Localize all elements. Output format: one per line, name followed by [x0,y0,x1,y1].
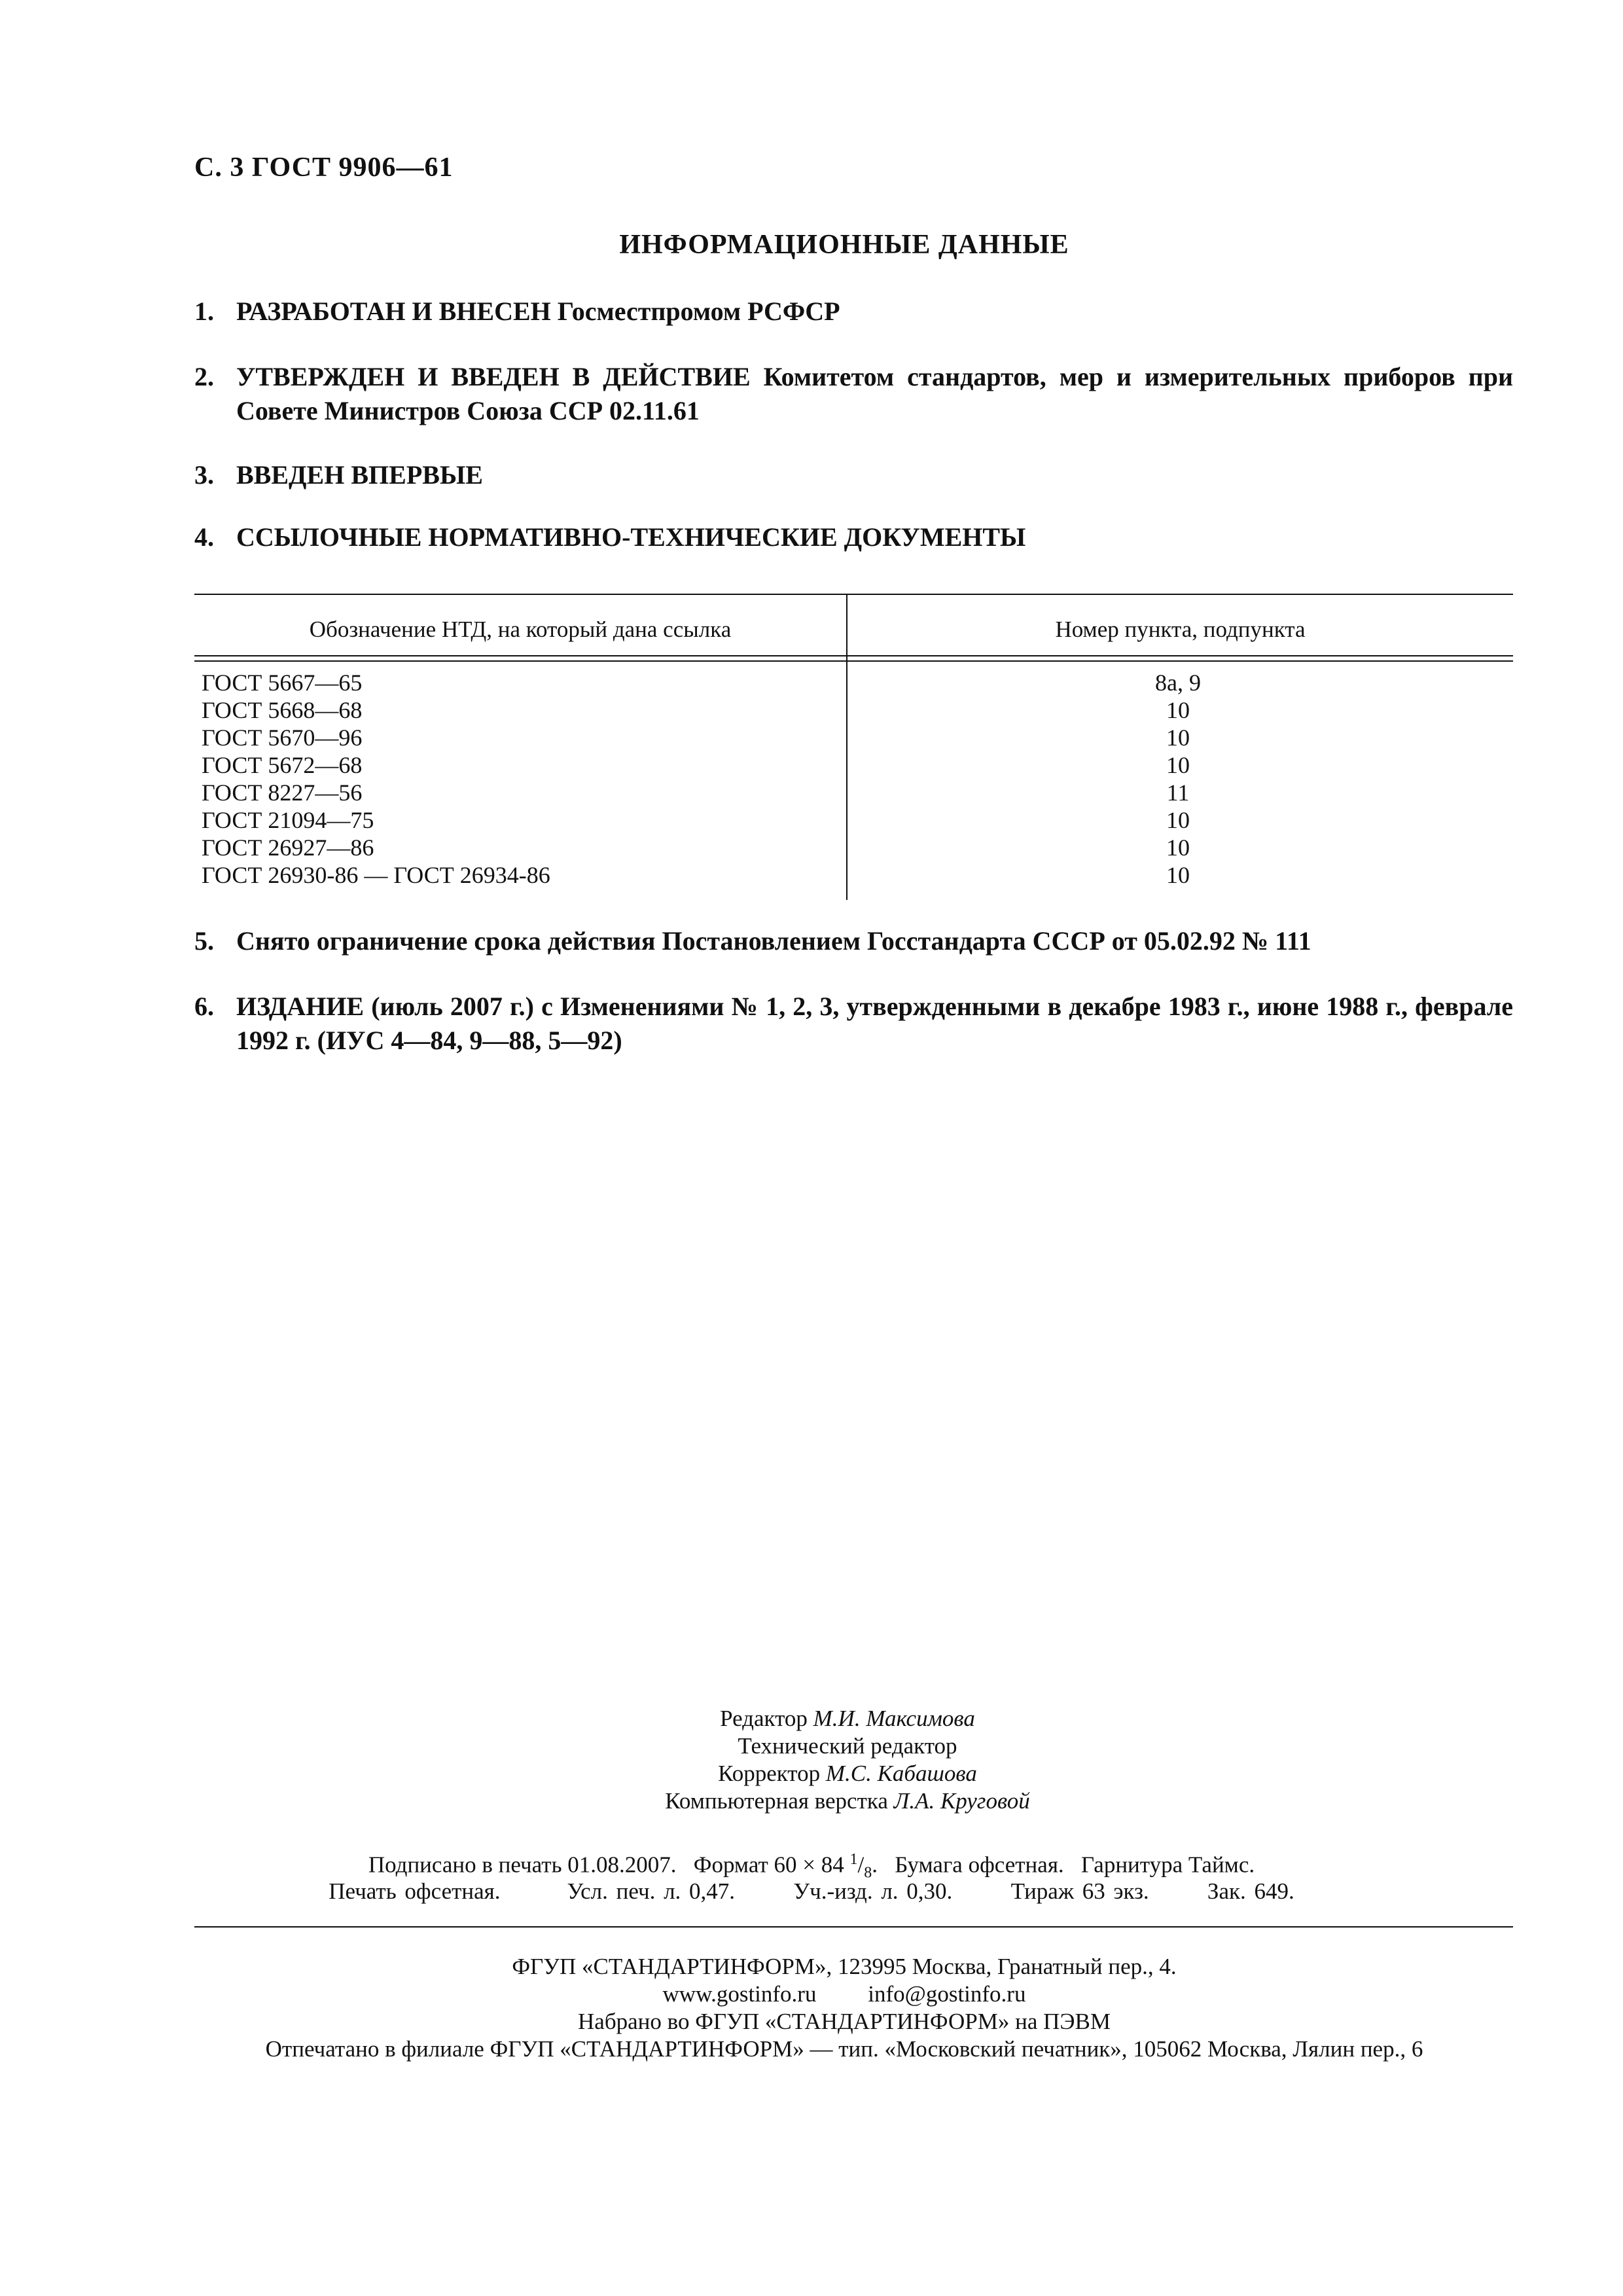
table-header-clause: Номер пункта, подпункта [1055,617,1306,642]
item-number: 4. [194,522,214,552]
table-cell-doc: ГОСТ 8227—56 [202,780,363,806]
table-cell-clause: 11 [1166,780,1190,806]
publisher-contacts [0,1981,1623,2007]
table-cell-doc: ГОСТ 26930-86 — ГОСТ 26934-86 [202,862,550,888]
credit-proofreader: Корректор М.С. Кабашова [718,1761,977,1786]
printed-note: Отпечатано в филиале ФГУП «СТАНДАРТИНФОРМ» — тип. «Московский печатник», 105062 Москва, Лялин пер., 6 [265,2036,1423,2062]
table-header-doc: Обозначение НТД, на который дана ссылка [309,617,732,642]
publisher-website: www.gostinfo.ru [662,1981,817,2007]
table-cell-doc: ГОСТ 5672—68 [202,752,363,778]
table-cell-doc: ГОСТ 5667—65 [202,670,363,696]
table-cell-clause: 8а, 9 [1155,670,1201,696]
table-cell-clause: 10 [1166,834,1190,861]
credits-block [0,1705,1623,1815]
print-info-line-2: Печать офсетная. Усл. печ. л. 0,47. Уч.-изд. л. 0,30. Тираж 63 экз. Зак. 649. [329,1878,1294,1904]
item-number: 1. [194,296,214,326]
table-cell-doc: ГОСТ 5670—96 [202,725,363,751]
item-text: ВВЕДЕН ВПЕРВЫЕ [236,460,483,490]
info-item-1 [194,295,1513,334]
item-number: 6. [194,992,214,1021]
table-header-rule [194,655,1513,656]
publisher-address: ФГУП «СТАНДАРТИНФОРМ», 123995 Москва, Гранатный пер., 4. [512,1954,1177,1979]
info-item-4 [194,520,1513,560]
footer-rule [194,1926,1513,1928]
item-text: ИЗДАНИЕ (июль 2007 г.) с Изменениями № 1, 2, 3, утвержденными в декабре 1983 г., июне 1988 г., феврале 1992 г. (ИУС 4—84, 9—88, 5—92) [236,992,1513,1055]
info-item-6 [194,990,1513,1062]
table-cell-clause: 10 [1166,807,1190,833]
section-title: ИНФОРМАЦИОННЫЕ ДАННЫЕ [619,230,1069,260]
table-cell-clause: 10 [1166,725,1190,751]
item-text: Снято ограничение срока действия Постановлением Госстандарта СССР от 05.02.92 № 111 [236,926,1311,956]
table-cell-doc: ГОСТ 5668—68 [202,697,363,723]
info-item-3 [194,458,1513,497]
item-text: УТВЕРЖДЕН И ВВЕДЕН В ДЕЙСТВИЕ Комитетом стандартов, мер и измерительных приборов при Совете Министров Союза ССР 02.11.61 [236,362,1513,425]
credit-layout: Компьютерная верстка Л.А. Круговой [665,1788,1030,1814]
publisher-email: info@gostinfo.ru [868,1981,1026,2007]
credit-tech-editor: Технический редактор [738,1733,957,1759]
page-header: С. 3 ГОСТ 9906—61 [194,152,454,183]
table-top-rule [194,594,1513,595]
table-cell-doc: ГОСТ 21094—75 [202,807,374,833]
info-item-2 [194,360,1513,432]
typeset-note: Набрано во ФГУП «СТАНДАРТИНФОРМ» на ПЭВМ [578,2009,1111,2034]
item-number: 3. [194,460,214,490]
table-cell-clause: 10 [1166,862,1190,888]
table-cell-doc: ГОСТ 26927—86 [202,834,374,861]
table-cell-clause: 10 [1166,752,1190,778]
info-item-5 [194,924,1513,963]
item-number: 5. [194,926,214,956]
item-text: РАЗРАБОТАН И ВНЕСЕН Госместпромом РСФСР [236,296,840,326]
credit-editor: Редактор М.И. Максимова [720,1706,975,1731]
table-header-rule-double [194,660,1513,662]
print-info-line-1: Подписано в печать 01.08.2007. Формат 60 × 84 $^1/_8$. Бумага офсетная. Гарнитура Таймс. [368,1851,1255,1882]
item-text: ССЫЛОЧНЫЕ НОРМАТИВНО-ТЕХНИЧЕСКИЕ ДОКУМЕНТЫ [236,522,1026,552]
item-number: 2. [194,362,214,391]
table-cell-clause: 10 [1166,697,1190,723]
